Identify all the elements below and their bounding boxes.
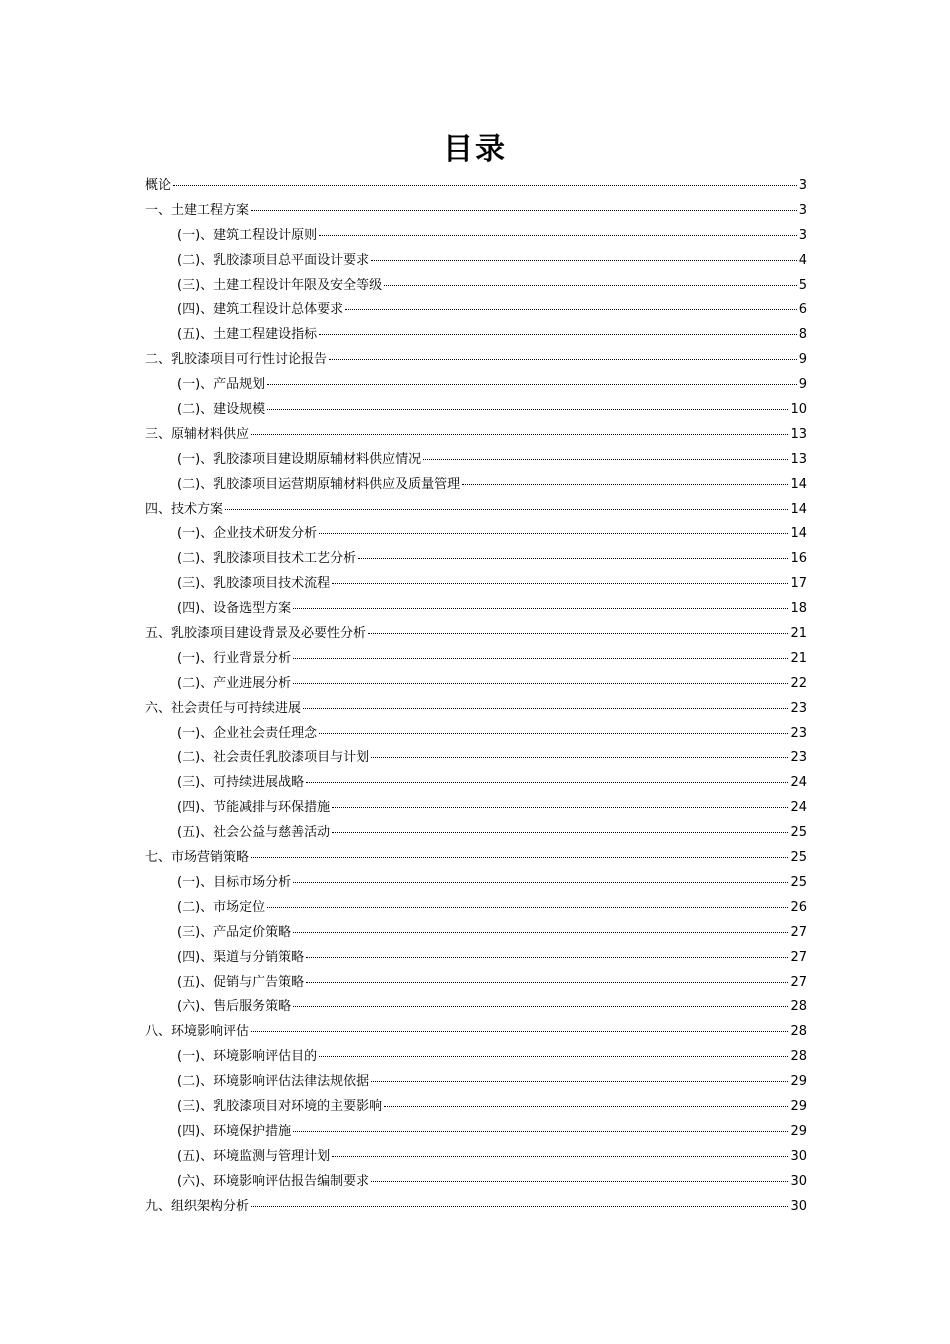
toc-entry[interactable] xyxy=(145,423,807,448)
toc-entry-label[interactable]: (二)、产业进展分析 xyxy=(177,675,292,691)
toc-dot-leader xyxy=(293,881,788,883)
toc-entry[interactable] xyxy=(145,1120,807,1145)
toc-entry-label[interactable]: 三、原辅材料供应 xyxy=(145,426,250,442)
toc-entry-label[interactable]: (四)、渠道与分销策略 xyxy=(177,949,305,965)
toc-entry[interactable] xyxy=(145,373,807,398)
toc-dot-leader xyxy=(345,308,797,310)
toc-entry-page-number[interactable]: 13 xyxy=(790,426,807,442)
toc-entry-label[interactable]: (二)、乳胶漆项目技术工艺分析 xyxy=(177,551,357,567)
toc-entry[interactable] xyxy=(145,846,807,871)
toc-entry-page-number[interactable]: 29 xyxy=(790,1123,807,1139)
toc-entry-page-number[interactable]: 27 xyxy=(790,974,807,990)
toc-entry-label[interactable]: (四)、建筑工程设计总体要求 xyxy=(177,302,344,318)
toc-entry-page-number[interactable]: 23 xyxy=(790,750,807,766)
toc-entry-page-number[interactable]: 21 xyxy=(790,626,807,642)
toc-entry-page-number[interactable]: 28 xyxy=(790,999,807,1015)
toc-entry[interactable] xyxy=(145,1045,807,1070)
toc-entry-label[interactable]: 九、组织架构分析 xyxy=(145,1198,250,1214)
toc-entry[interactable] xyxy=(145,224,807,249)
toc-dot-leader xyxy=(371,756,788,758)
toc-entry-page-number[interactable]: 16 xyxy=(790,551,807,567)
toc-entry-label[interactable]: (二)、建设规模 xyxy=(177,402,266,418)
toc-entry-page-number[interactable]: 6 xyxy=(798,302,807,318)
toc-dot-leader xyxy=(371,1180,788,1182)
toc-entry-label[interactable]: 概论 xyxy=(145,178,172,193)
toc-dot-leader xyxy=(368,632,788,634)
toc-entry[interactable] xyxy=(145,796,807,821)
toc-entry[interactable] xyxy=(145,448,807,473)
toc-entry-page-number[interactable]: 30 xyxy=(790,1148,807,1164)
toc-entry-label[interactable]: (一)、产品规划 xyxy=(177,377,266,393)
toc-entry[interactable] xyxy=(145,1095,807,1120)
toc-entry-page-number[interactable]: 24 xyxy=(790,775,807,791)
toc-entry-label[interactable]: (一)、乳胶漆项目建设期原辅材料供应情况 xyxy=(177,451,422,467)
toc-dot-leader xyxy=(423,458,788,460)
toc-entry-label[interactable]: (五)、土建工程建设指标 xyxy=(177,327,318,343)
toc-entry-page-number[interactable]: 25 xyxy=(790,874,807,890)
toc-dot-leader xyxy=(332,1155,788,1157)
toc-dot-leader xyxy=(332,582,788,584)
toc-dot-leader xyxy=(251,209,797,211)
toc-entry-page-number[interactable]: 27 xyxy=(790,924,807,940)
toc-entry-page-number[interactable]: 30 xyxy=(790,1198,807,1214)
toc-entry-label[interactable]: 五、乳胶漆项目建设背景及必要性分析 xyxy=(145,626,367,642)
toc-dot-leader xyxy=(319,333,797,335)
toc-entry[interactable] xyxy=(145,323,807,348)
toc-dot-leader xyxy=(371,259,797,261)
toc-entry-page-number[interactable]: 5 xyxy=(798,277,807,293)
toc-dot-leader xyxy=(267,906,788,908)
toc-entry-page-number[interactable]: 9 xyxy=(798,352,807,368)
toc-entry[interactable] xyxy=(145,722,807,747)
toc-dot-leader xyxy=(306,981,788,983)
toc-entry[interactable] xyxy=(145,697,807,722)
toc-entry-page-number[interactable]: 23 xyxy=(790,700,807,716)
toc-dot-leader xyxy=(173,184,797,186)
toc-entry-label[interactable]: 八、环境影响评估 xyxy=(145,1024,250,1040)
toc-dot-leader xyxy=(384,1105,788,1107)
toc-dot-leader xyxy=(329,358,797,360)
toc-dot-leader xyxy=(293,657,788,659)
toc-entry-label[interactable]: (三)、产品定价策略 xyxy=(177,924,292,940)
toc-entry-label[interactable]: (一)、环境影响评估目的 xyxy=(177,1049,318,1065)
toc-entry-page-number[interactable]: 23 xyxy=(790,725,807,741)
toc-dot-leader xyxy=(293,607,788,609)
toc-entry[interactable] xyxy=(145,622,807,647)
toc-entry-page-number[interactable]: 10 xyxy=(790,402,807,418)
toc-entry-page-number[interactable]: 13 xyxy=(790,451,807,467)
toc-entry-page-number[interactable]: 21 xyxy=(790,650,807,666)
toc-entry[interactable] xyxy=(145,498,807,523)
toc-entry-label[interactable]: (一)、行业背景分析 xyxy=(177,650,292,666)
toc-entry[interactable] xyxy=(145,1170,807,1195)
toc-entry-label[interactable]: 一、土建工程方案 xyxy=(145,202,250,218)
toc-entry[interactable] xyxy=(145,647,807,672)
toc-entry-label[interactable]: (三)、可持续进展战略 xyxy=(177,775,305,791)
toc-entry-label[interactable]: (二)、市场定位 xyxy=(177,899,266,915)
toc-dot-leader xyxy=(303,707,788,709)
toc-entry-label[interactable]: 四、技术方案 xyxy=(145,501,224,517)
toc-entry[interactable] xyxy=(145,348,807,373)
toc-entry-page-number[interactable]: 17 xyxy=(790,576,807,592)
toc-entry[interactable] xyxy=(145,971,807,996)
toc-entry[interactable] xyxy=(145,821,807,846)
toc-dot-leader xyxy=(293,1130,788,1132)
toc-entry-page-number[interactable]: 14 xyxy=(790,476,807,492)
toc-entry[interactable] xyxy=(145,946,807,971)
toc-dot-leader xyxy=(358,557,788,559)
toc-entry-page-number[interactable]: 18 xyxy=(790,601,807,617)
toc-entry-label[interactable]: (一)、企业社会责任理念 xyxy=(177,725,318,741)
toc-dot-leader xyxy=(319,1055,788,1057)
toc-entry[interactable] xyxy=(145,174,807,199)
toc-entry[interactable] xyxy=(145,995,807,1020)
toc-entry-page-number[interactable]: 3 xyxy=(798,178,807,193)
toc-dot-leader xyxy=(306,781,788,783)
toc-entry-label[interactable]: 二、乳胶漆项目可行性讨论报告 xyxy=(145,352,328,368)
toc-entry-label[interactable]: (二)、乳胶漆项目运营期原辅材料供应及质量管理 xyxy=(177,476,461,492)
toc-entry-label[interactable]: (三)、乳胶漆项目技术流程 xyxy=(177,576,331,592)
page-title: 目录 xyxy=(443,132,507,167)
toc-entry-page-number[interactable]: 24 xyxy=(790,800,807,816)
toc-entry-page-number[interactable]: 14 xyxy=(790,501,807,517)
toc-dot-leader xyxy=(462,483,788,485)
toc-entry[interactable] xyxy=(145,771,807,796)
toc-entry-page-number[interactable]: 25 xyxy=(790,850,807,866)
toc-entry[interactable] xyxy=(145,1020,807,1045)
toc-entry[interactable] xyxy=(145,746,807,771)
toc-entry-page-number[interactable]: 30 xyxy=(790,1173,807,1189)
toc-entry[interactable] xyxy=(145,522,807,547)
toc-dot-leader xyxy=(332,831,788,833)
toc-entry-page-number[interactable]: 29 xyxy=(790,1074,807,1090)
toc-dot-leader xyxy=(371,1080,788,1082)
toc-entry[interactable] xyxy=(145,896,807,921)
toc-entry[interactable] xyxy=(145,199,807,224)
toc-entry-page-number[interactable]: 3 xyxy=(798,227,807,243)
toc-entry-label[interactable]: 六、社会责任与可持续进展 xyxy=(145,700,302,716)
toc-dot-leader xyxy=(319,234,797,236)
toc-entry[interactable] xyxy=(145,921,807,946)
toc-dot-leader xyxy=(384,284,797,286)
toc-entry[interactable] xyxy=(145,298,807,323)
toc-entry-label[interactable]: (一)、企业技术研发分析 xyxy=(177,526,318,542)
toc-entry-label[interactable]: (二)、环境影响评估法律法规依据 xyxy=(177,1074,370,1090)
toc-dot-leader xyxy=(251,1205,788,1207)
toc-entry-label[interactable]: (五)、社会公益与慈善活动 xyxy=(177,825,331,841)
toc-dot-leader xyxy=(267,383,797,385)
toc-entry-page-number[interactable]: 27 xyxy=(790,949,807,965)
toc-dot-leader xyxy=(225,508,788,510)
toc-entry-page-number[interactable]: 25 xyxy=(790,825,807,841)
toc-entry-label[interactable]: (四)、环境保护措施 xyxy=(177,1123,292,1139)
toc-entry-label[interactable]: (六)、环境影响评估报告编制要求 xyxy=(177,1173,370,1189)
toc-dot-leader xyxy=(293,931,788,933)
toc-entry[interactable] xyxy=(145,274,807,299)
toc-entry-label[interactable]: (四)、节能减排与环保措施 xyxy=(177,800,331,816)
toc-entry[interactable] xyxy=(145,473,807,498)
toc-entry-label[interactable]: (五)、环境监测与管理计划 xyxy=(177,1148,331,1164)
toc-entry-label[interactable]: 七、市场营销策略 xyxy=(145,850,250,866)
toc-entry[interactable] xyxy=(145,871,807,896)
toc-entry[interactable] xyxy=(145,1070,807,1095)
toc-entry-page-number[interactable]: 26 xyxy=(790,899,807,915)
table-of-contents xyxy=(145,174,807,1219)
toc-dot-leader xyxy=(267,408,788,410)
toc-entry-page-number[interactable]: 22 xyxy=(790,675,807,691)
toc-entry-page-number[interactable]: 28 xyxy=(790,1049,807,1065)
toc-entry-label[interactable]: (三)、乳胶漆项目对环境的主要影响 xyxy=(177,1098,383,1114)
toc-dot-leader xyxy=(251,1030,788,1032)
toc-entry[interactable] xyxy=(145,1145,807,1170)
toc-entry-page-number[interactable]: 28 xyxy=(790,1024,807,1040)
toc-entry-label[interactable]: (四)、设备选型方案 xyxy=(177,601,292,617)
toc-entry[interactable] xyxy=(145,398,807,423)
toc-entry[interactable] xyxy=(145,597,807,622)
toc-dot-leader xyxy=(306,956,788,958)
toc-dot-leader xyxy=(332,806,788,808)
toc-dot-leader xyxy=(251,856,788,858)
toc-entry[interactable] xyxy=(145,249,807,274)
toc-entry-label[interactable]: (二)、乳胶漆项目总平面设计要求 xyxy=(177,252,370,268)
toc-entry-page-number[interactable]: 8 xyxy=(798,327,807,343)
toc-entry-label[interactable]: (三)、土建工程设计年限及安全等级 xyxy=(177,277,383,293)
toc-entry[interactable] xyxy=(145,672,807,697)
toc-entry-label[interactable]: (一)、目标市场分析 xyxy=(177,874,292,890)
toc-entry-label[interactable]: (二)、社会责任乳胶漆项目与计划 xyxy=(177,750,370,766)
toc-entry-page-number[interactable]: 14 xyxy=(790,526,807,542)
toc-dot-leader xyxy=(319,732,788,734)
toc-entry-page-number[interactable]: 9 xyxy=(798,377,807,393)
toc-entry-page-number[interactable]: 3 xyxy=(798,202,807,218)
toc-dot-leader xyxy=(293,682,788,684)
toc-entry-label[interactable]: (六)、售后服务策略 xyxy=(177,999,292,1015)
toc-entry[interactable] xyxy=(145,547,807,572)
toc-entry[interactable] xyxy=(145,1195,807,1220)
toc-entry-page-number[interactable]: 4 xyxy=(798,252,807,268)
toc-dot-leader xyxy=(293,1005,788,1007)
toc-dot-leader xyxy=(251,433,788,435)
toc-dot-leader xyxy=(319,532,788,534)
toc-entry[interactable] xyxy=(145,572,807,597)
toc-entry-page-number[interactable]: 29 xyxy=(790,1098,807,1114)
toc-entry-label[interactable]: (五)、促销与广告策略 xyxy=(177,974,305,990)
toc-entry-label[interactable]: (一)、建筑工程设计原则 xyxy=(177,227,318,243)
